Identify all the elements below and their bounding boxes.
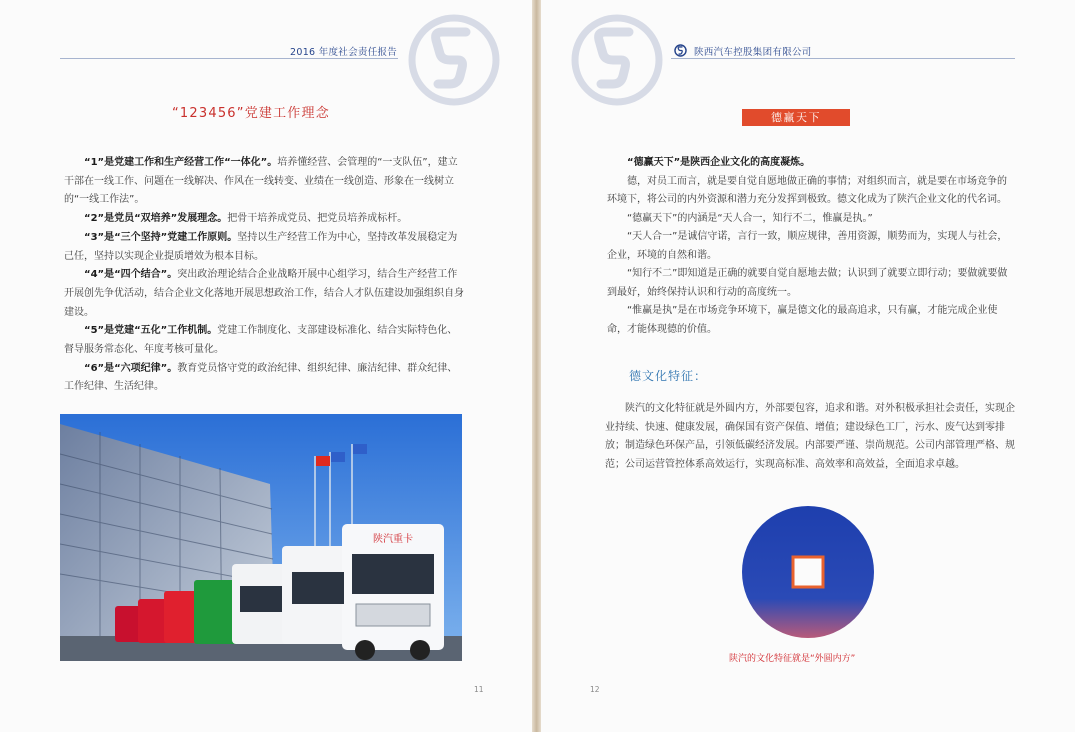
headquarters-trucks-photo — [60, 414, 462, 661]
paragraph-connotation: “德赢天下”的内涵是“天人合一，知行不二，惟赢是执。” — [627, 212, 873, 224]
features-paragraph: 陕汽的文化特征就是外圆内方，外部要包容，追求和谐。对外积极承担社会责任，实现企业持续、快速、健康发展，确保国有资产保值、增值；建设绿色工厂，污水、废气达到零排放；制造绿色环保产品，引领低碳经济发展。内部要严谨、崇尚规范。公司内部管理严格、规范；公司运营管控体系高效运行，实现高标准、高效率和高效益，全面追求卓越。 — [605, 403, 1015, 470]
page-number-right: 12 — [590, 685, 600, 694]
book-gutter — [532, 0, 541, 732]
round-outside-square-inside-coin-icon — [741, 505, 875, 639]
right-body — [607, 154, 1015, 339]
paragraph-2: “2”是党员“双培养”发展理念。把骨干培养成党员、把党员培养成标杆。 — [84, 213, 408, 225]
paragraph-de: 德，对员工而言，就是要自觉自愿地做正确的事情；对组织而言，就是要在市场竞争的环境下，将公司的内外资源和潜力充分发挥到极致。德文化成为了陕汽企业文化的代名词。 — [607, 175, 1007, 205]
page-number-left: 11 — [474, 685, 484, 694]
lead-paragraph: “德赢天下”是陕西企业文化的高度凝炼。 — [627, 157, 811, 168]
paragraph-tianren: “天人合一”是诚信守诺，言行一致，顺应规律，善用资源，顺势而为，实现人与社会，企业，环境的自然和谐。 — [607, 231, 1008, 261]
paragraph-3: “3”是“三个坚持”党建工作原则。坚持以生产经营工作为中心，坚持改革发展稳定为己任，坚持以实现企业提质增效为根本目标。 — [64, 231, 458, 262]
right-header: 陕西汽车控股集团有限公司 — [694, 47, 812, 58]
coin-caption: 陕汽的文化特征就是“外圆内方” — [729, 654, 856, 664]
section-subhead: 德文化特征： — [629, 369, 708, 383]
section-ribbon: 德赢天下 — [742, 109, 850, 126]
paragraph-6: “6”是“六项纪律”。教育党员恪守党的政治纪律、组织纪律、廉洁纪律、群众纪律、工作纪律、生活纪律。 — [64, 362, 458, 393]
features-body — [605, 400, 1015, 474]
paragraph-1: “1”是党建工作和生产经营工作“一体化”。培养懂经营、会管理的“一支队伍”，建立干部在一线工作、问题在一线解决、作风在一线转变、业绩在一线创造、形象在一线树立的“一线工作法”。 — [64, 157, 458, 206]
left-header: 2016 年度社会责任报告 — [290, 47, 398, 58]
shacman-logo-icon — [674, 44, 687, 57]
left-header-rule — [60, 58, 398, 59]
paragraph-weiying: “惟赢是执”是在市场竞争环境下，赢是德文化的最高追求，只有赢，才能完成企业使命，才能体现德的价值。 — [607, 305, 998, 335]
left-body — [64, 154, 466, 397]
paragraph-4: “4”是“四个结合”。突出政治理论结合企业战略开展中心组学习，结合生产经营工作开展创先争优活动，结合企业文化落地开展思想政治工作，结合人才队伍建设加强组织自身建设。 — [64, 269, 464, 318]
shacman-logo-watermark-icon — [571, 14, 663, 106]
shacman-logo-watermark-icon — [408, 14, 500, 106]
paragraph-5: “5”是党建“五化”工作机制。党建工作制度化、支部建设标准化、结合实际特色化、督导服务常态化、年度考核可量化。 — [64, 325, 458, 356]
truck-cab-text: 陕汽重卡 — [373, 534, 413, 545]
right-page — [541, 0, 1075, 732]
left-page — [0, 0, 532, 732]
page-title: “123456”党建工作理念 — [172, 106, 330, 121]
paragraph-zhixing: “知行不二”即知道是正确的就要自觉自愿地去做；认识到了就要立即行动；要做就要做到最好，始终保持认识和行动的高度统一。 — [607, 268, 1008, 298]
right-header-rule — [671, 58, 1015, 59]
